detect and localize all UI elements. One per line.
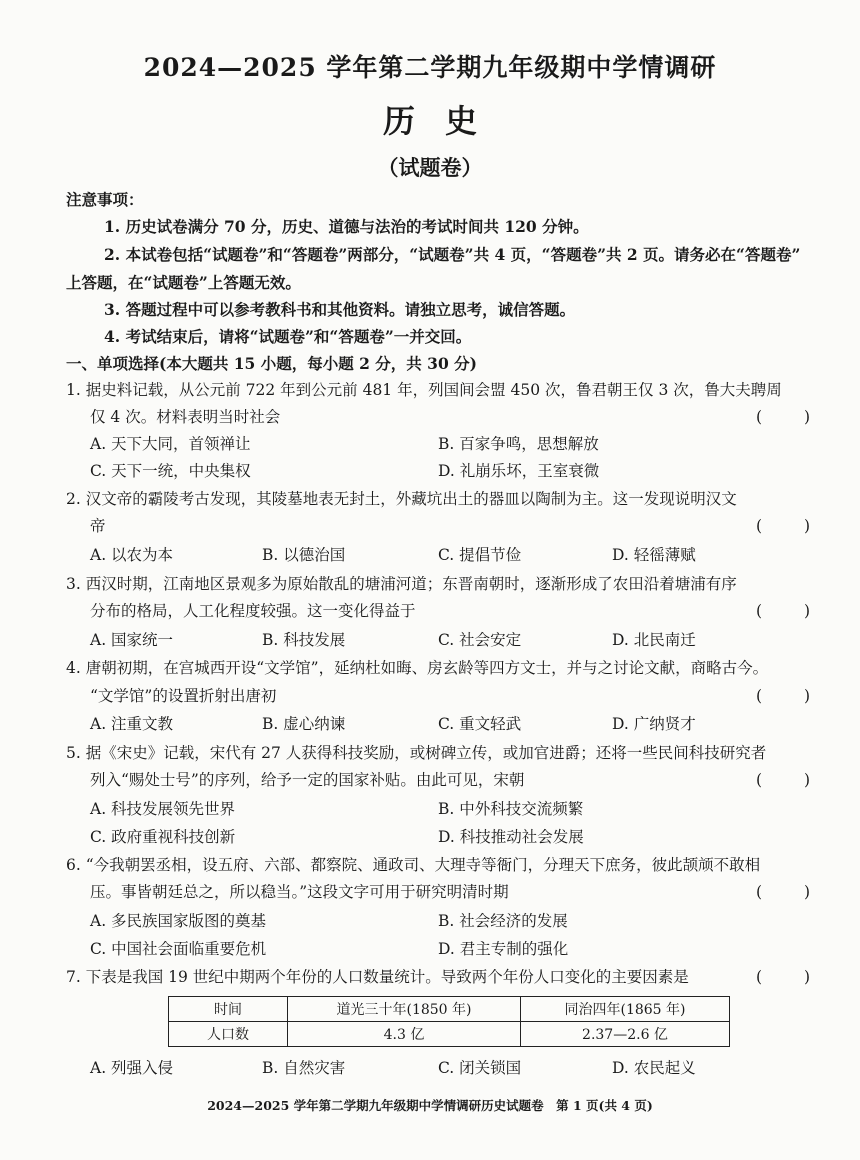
- table-cell: 2.37—2.6 亿: [521, 1022, 730, 1047]
- table-header-cell: 时间: [169, 997, 288, 1022]
- option-c: C. 中国社会面临重要危机: [90, 940, 267, 958]
- question-stem: 4. 唐朝初期，在宫城西开设“文学馆”，延纳杜如晦、房玄龄等四方文士，并与之讨论文献，商略古今。: [66, 659, 769, 677]
- option-c: C. 重文轻武: [438, 715, 522, 733]
- option-c: C. 天下一统，中央集权: [90, 462, 251, 480]
- paper-type: （试题卷）: [377, 155, 483, 180]
- option-c: C. 社会安定: [438, 631, 522, 649]
- option-d: D. 科技推动社会发展: [438, 828, 584, 846]
- page-footer: 2024—2025 学年第二学期九年级期中学情调研历史试题卷 第 1 页(共 4 页): [207, 1098, 653, 1113]
- question-stem: 压。事皆朝廷总之，所以稳当。”这段文字可用于研究明清时期: [90, 883, 509, 901]
- answer-bracket: ( ): [756, 968, 810, 986]
- question-stem: 仅 4 次。材料表明当时社会: [90, 408, 281, 426]
- notes-heading: 注意事项：: [66, 190, 144, 209]
- answer-bracket: ( ): [756, 408, 810, 426]
- note-item: 4. 考试结束后，请将“试题卷”和“答题卷”一并交回。: [104, 327, 472, 346]
- option-a: A. 天下大同，首领禅让: [90, 435, 251, 453]
- option-b: B. 中外科技交流频繁: [438, 800, 584, 818]
- option-c: C. 提倡节俭: [438, 546, 522, 564]
- option-a: A. 科技发展领先世界: [90, 800, 236, 818]
- option-c: C. 政府重视科技创新: [90, 828, 236, 846]
- option-b: B. 科技发展: [262, 631, 346, 649]
- answer-bracket: ( ): [756, 883, 810, 901]
- option-b: B. 自然灾害: [262, 1059, 346, 1077]
- table-header-row: [169, 997, 730, 1022]
- option-a: A. 国家统一: [90, 631, 174, 649]
- question-stem: 3. 西汉时期，江南地区景观多为原始散乱的塘浦河道；东晋南朝时，逐渐形成了农田沿着塘浦有序: [66, 575, 737, 593]
- option-d: D. 北民南迁: [612, 631, 696, 649]
- question-stem: 列入“赐处士号”的序列，给予一定的国家补贴。由此可见，宋朝: [90, 771, 525, 789]
- table-row: [169, 1022, 730, 1047]
- option-c: C. 闭关锁国: [438, 1059, 522, 1077]
- exam-title: 2024—2025 学年第二学期九年级期中学情调研: [143, 53, 717, 82]
- subject-title: 历史: [382, 102, 507, 140]
- answer-bracket: ( ): [756, 687, 810, 705]
- answer-bracket: ( ): [756, 602, 810, 620]
- note-item: 3. 答题过程中可以参考教科书和其他资料。请独立思考，诚信答题。: [104, 300, 576, 319]
- option-b: B. 社会经济的发展: [438, 912, 568, 930]
- table-cell: 4.3 亿: [288, 1022, 521, 1047]
- table-header-cell: 同治四年(1865 年): [521, 997, 730, 1022]
- option-b: B. 以德治国: [262, 546, 346, 564]
- table-cell: 人口数: [169, 1022, 288, 1047]
- question-stem: “文学馆”的设置折射出唐初: [90, 687, 277, 705]
- question-stem: 分布的格局，人工化程度较强。这一变化得益于: [90, 602, 416, 620]
- option-d: D. 农民起义: [612, 1059, 696, 1077]
- note-item: 上答题，在“试题卷”上答题无效。: [66, 273, 301, 292]
- option-a: A. 以农为本: [90, 546, 174, 564]
- question-stem: 6. “今我朝罢丞相，设五府、六部、都察院、通政司、大理寺等衙门，分理天下庶务，彼此颉颃不敢相: [66, 856, 761, 874]
- note-item: 2. 本试卷包括“试题卷”和“答题卷”两部分，“试题卷”共 4 页，“答题卷”共 2 页。请务必在“答题卷”: [104, 245, 801, 264]
- option-d: D. 礼崩乐坏，王室衰微: [438, 462, 600, 480]
- option-b: B. 百家争鸣，思想解放: [438, 435, 599, 453]
- section-heading: 一、单项选择(本大题共 15 小题，每小题 2 分，共 30 分): [66, 354, 477, 373]
- question-stem: 1. 据史料记载，从公元前 722 年到公元前 481 年，列国间会盟 450 次，鲁君朝王仅 3 次，鲁大夫聘周: [66, 381, 782, 399]
- note-item: 1. 历史试卷满分 70 分，历史、道德与法治的考试时间共 120 分钟。: [104, 217, 589, 236]
- table-header-cell: 道光三十年(1850 年): [288, 997, 521, 1022]
- population-table: [168, 996, 730, 1047]
- question-stem: 2. 汉文帝的霸陵考古发现，其陵墓地表无封土，外藏坑出土的器皿以陶制为主。这一发现说明汉文: [66, 490, 737, 508]
- option-d: D. 广纳贤才: [612, 715, 696, 733]
- option-a: A. 多民族国家版图的奠基: [90, 912, 267, 930]
- question-stem: 5. 据《宋史》记载，宋代有 27 人获得科技奖励，或树碑立传，或加官进爵；还将一些民间科技研究者: [66, 744, 767, 762]
- question-stem: 7. 下表是我国 19 世纪中期两个年份的人口数量统计。导致两个年份人口变化的主要因素是: [66, 968, 689, 986]
- option-d: D. 君主专制的强化: [438, 940, 569, 958]
- answer-bracket: ( ): [756, 771, 810, 789]
- option-a: A. 列强入侵: [90, 1059, 174, 1077]
- option-b: B. 虚心纳谏: [262, 715, 346, 733]
- option-a: A. 注重文教: [90, 715, 174, 733]
- question-stem: 帝: [90, 517, 106, 535]
- answer-bracket: ( ): [756, 517, 810, 535]
- option-d: D. 轻徭薄赋: [612, 546, 696, 564]
